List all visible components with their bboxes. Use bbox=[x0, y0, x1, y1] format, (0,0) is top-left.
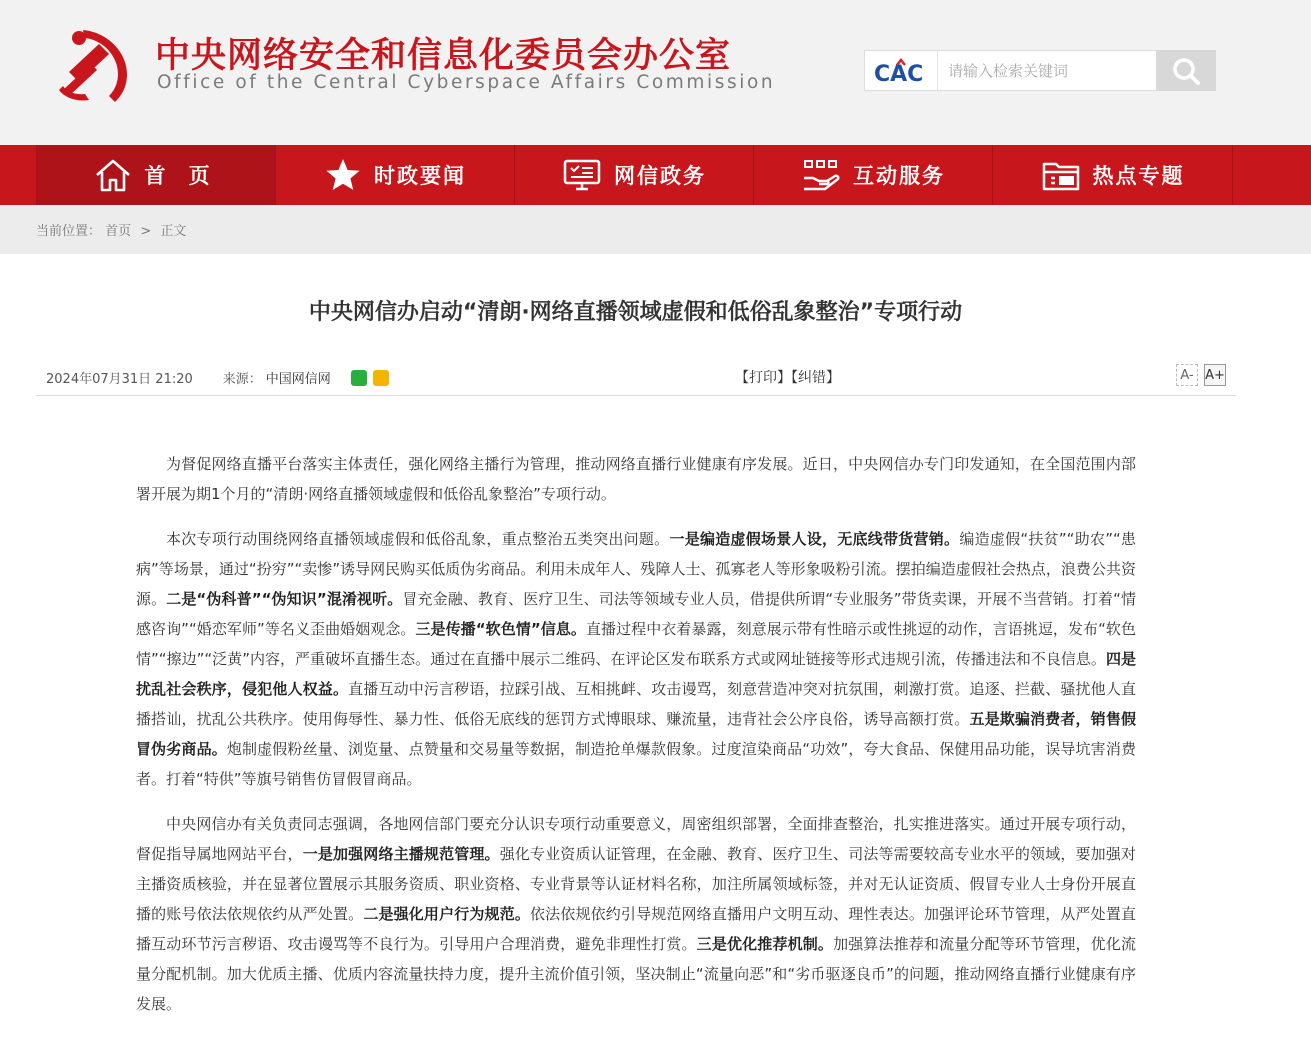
site-title[interactable]: 中央网络安全和信息化委员会办公室 bbox=[155, 36, 732, 76]
print-button[interactable]: 【打印】 bbox=[735, 370, 791, 386]
qzone-share-icon[interactable] bbox=[373, 370, 389, 386]
paragraph-highlight: 一是加强网络主播规范管理。 bbox=[302, 845, 500, 863]
main-nav bbox=[0, 145, 1311, 205]
breadcrumb-home-link[interactable]: 首页 bbox=[105, 224, 132, 239]
font-increase-button[interactable]: A+ bbox=[1204, 364, 1226, 386]
paragraph-highlight: 三是传播“软色情”信息。 bbox=[415, 620, 586, 638]
breadcrumb-bar bbox=[0, 205, 1311, 254]
article-paragraph bbox=[136, 809, 1136, 1019]
search-box bbox=[864, 50, 1214, 91]
site-subtitle: Office of the Central Cyberspace Affairs Commission bbox=[157, 72, 776, 93]
breadcrumb-current: 正文 bbox=[160, 224, 187, 239]
source-label: 来源： bbox=[222, 372, 262, 387]
divider bbox=[36, 395, 1236, 396]
paragraph-text: 直播互动中污言秽语，拉踩引战、互相挑衅、攻击谩骂，刻意营造冲突对抗氛围，刺激打赏。追逐、拦截、骚扰他人直播搭讪，扰乱公共秩序。使用侮辱性、暴力性、低俗无底线的惩罚方式博眼球、赚流量，违背社会公序良俗，诱导高额打赏。 bbox=[136, 680, 1136, 728]
correct-button[interactable]: 【纠错】 bbox=[791, 370, 840, 386]
nav-item-home[interactable] bbox=[36, 145, 275, 205]
wechat-share-icon[interactable] bbox=[351, 370, 367, 386]
paragraph-text: 编造虚假“扶贫”“助农”“患病”等场景，通过“扮穷”“卖惨”诱导网民购买低质伪劣商品。利用未成年人、残障人士、孤寡老人等形象吸粉引流。摆拍编造虚假社会热点，浪费公共资源。 bbox=[136, 530, 1136, 608]
breadcrumb-separator: > bbox=[140, 224, 152, 239]
nav-item-service[interactable] bbox=[753, 145, 992, 205]
breadcrumb bbox=[36, 220, 186, 239]
search-input[interactable] bbox=[938, 51, 1156, 90]
paragraph-text: 强化专业资质认证管理，在金融、教育、医疗卫生、司法等需要较高专业水平的领域，要加强对主播资质核验，并在显著位置展示其服务资质、职业资格、专业背景等认证材料名称，加注所属领域标签，并对无认证资质、假冒专业人士身份开展直播的账号依法依规依约从严处置。 bbox=[136, 845, 1136, 923]
article-meta bbox=[46, 368, 389, 387]
paragraph-highlight: 二是“伪科普”“伪知识”混淆视听。 bbox=[166, 590, 403, 608]
article-date: 2024年07月31日 21:20 bbox=[46, 372, 193, 387]
home-icon bbox=[94, 158, 132, 192]
paragraph-text: 中央网信办有关负责同志强调，各地网信部门要充分认识专项行动重要意义，周密组织部署，全面排查整治，扎实推进落实。通过开展专项行动，督促指导属地网站平台， bbox=[136, 815, 1136, 863]
paragraph-text: 本次专项行动围绕网络直播领域虚假和低俗乱象，重点整治五类突出问题。 bbox=[166, 530, 670, 548]
breadcrumb-prefix: 当前位置： bbox=[36, 224, 102, 239]
cac-logo-icon bbox=[865, 51, 937, 90]
handshake-icon bbox=[801, 158, 841, 192]
share-buttons bbox=[351, 370, 389, 386]
article-body bbox=[136, 449, 1136, 1034]
monitor-icon bbox=[562, 158, 602, 192]
nav-item-news[interactable] bbox=[275, 145, 514, 205]
paragraph-highlight: 二是强化用户行为规范。 bbox=[363, 905, 530, 923]
paragraph-text: 冒充金融、教育、医疗卫生、司法等领域专业人员，借提供所谓“专业服务”带货卖课，开展不当营销。打着“情感咨询”“婚恋军师”等名义歪曲婚姻观念。 bbox=[136, 590, 1136, 638]
nav-label-home: 首 页 bbox=[144, 164, 218, 188]
article-source: 中国网信网 bbox=[265, 372, 331, 387]
paragraph-highlight: 五是欺骗消费者，销售假冒伪劣商品。 bbox=[136, 710, 1136, 758]
nav-label-service: 互动服务 bbox=[853, 164, 945, 188]
nav-label-affairs: 网信政务 bbox=[614, 164, 706, 188]
nav-label-topics: 热点专题 bbox=[1092, 164, 1185, 188]
article-title: 中央网信办启动“清朗·网络直播领域虚假和低俗乱象整治”专项行动 bbox=[308, 300, 963, 325]
article-paragraph bbox=[136, 524, 1136, 794]
search-button[interactable] bbox=[1156, 50, 1216, 91]
site-header bbox=[0, 0, 1311, 145]
search-icon bbox=[1171, 56, 1201, 86]
font-decrease-button[interactable]: A- bbox=[1176, 364, 1198, 386]
article-paragraph bbox=[136, 449, 1136, 509]
party-emblem-icon[interactable] bbox=[55, 24, 135, 104]
paragraph-highlight: 一是编造虚假场景人设，无底线带货营销。 bbox=[669, 530, 960, 548]
nav-label-news: 时政要闻 bbox=[374, 164, 466, 188]
folder-icon bbox=[1041, 158, 1081, 192]
paragraph-text: 加强算法推荐和流量分配等环节管理，优化流量分配机制。加大优质主播、优质内容流量扶持力度，提升主流价值引领，坚决制止“流量向恶”和“劣币驱逐良币”的问题，推动网络直播行业健康有序发展。 bbox=[136, 935, 1136, 1013]
paragraph-highlight: 四是扰乱社会秩序，侵犯他人权益。 bbox=[136, 650, 1136, 698]
paragraph-text: 为督促网络直播平台落实主体责任，强化网络主播行为管理，推动网络直播行业健康有序发展。近日，中央网信办专门印发通知，在全国范围内部署开展为期1个月的“清朗·网络直播领域虚假和低俗乱象整治”专项行动。 bbox=[136, 455, 1136, 503]
paragraph-highlight: 三是优化推荐机制。 bbox=[696, 935, 834, 953]
font-size-controls bbox=[1176, 364, 1226, 386]
star-icon bbox=[324, 157, 362, 193]
cac-logo bbox=[865, 51, 938, 90]
paragraph-text: 炮制虚假粉丝量、浏览量、点赞量和交易量等数据，制造抢单爆款假象。过度渲染商品“功效”，夸大食品、保健用品功能，误导坑害消费者。打着“特供”等旗号销售仿冒假冒商品。 bbox=[136, 740, 1136, 788]
article-tools bbox=[735, 367, 840, 387]
cac-logo-text: CAC bbox=[874, 62, 924, 87]
nav-item-affairs[interactable] bbox=[514, 145, 753, 205]
nav-item-topics[interactable] bbox=[992, 145, 1233, 205]
paragraph-text: 依法依规依约引导规范网络直播用户文明互动、理性表达。加强评论环节管理，从严处置直播互动环节污言秽语、攻击谩骂等不良行为。引导用户合理消费，避免非理性打赏。 bbox=[136, 905, 1136, 953]
paragraph-text: 直播过程中衣着暴露，刻意展示带有性暗示或性挑逗的动作，言语挑逗，发布“软色情”“擦边”“泛黄”内容，严重破坏直播生态。通过在直播中展示二维码、在评论区发布联系方式或网址链接等形式违规引流，传播违法和不良信息。 bbox=[136, 620, 1136, 668]
